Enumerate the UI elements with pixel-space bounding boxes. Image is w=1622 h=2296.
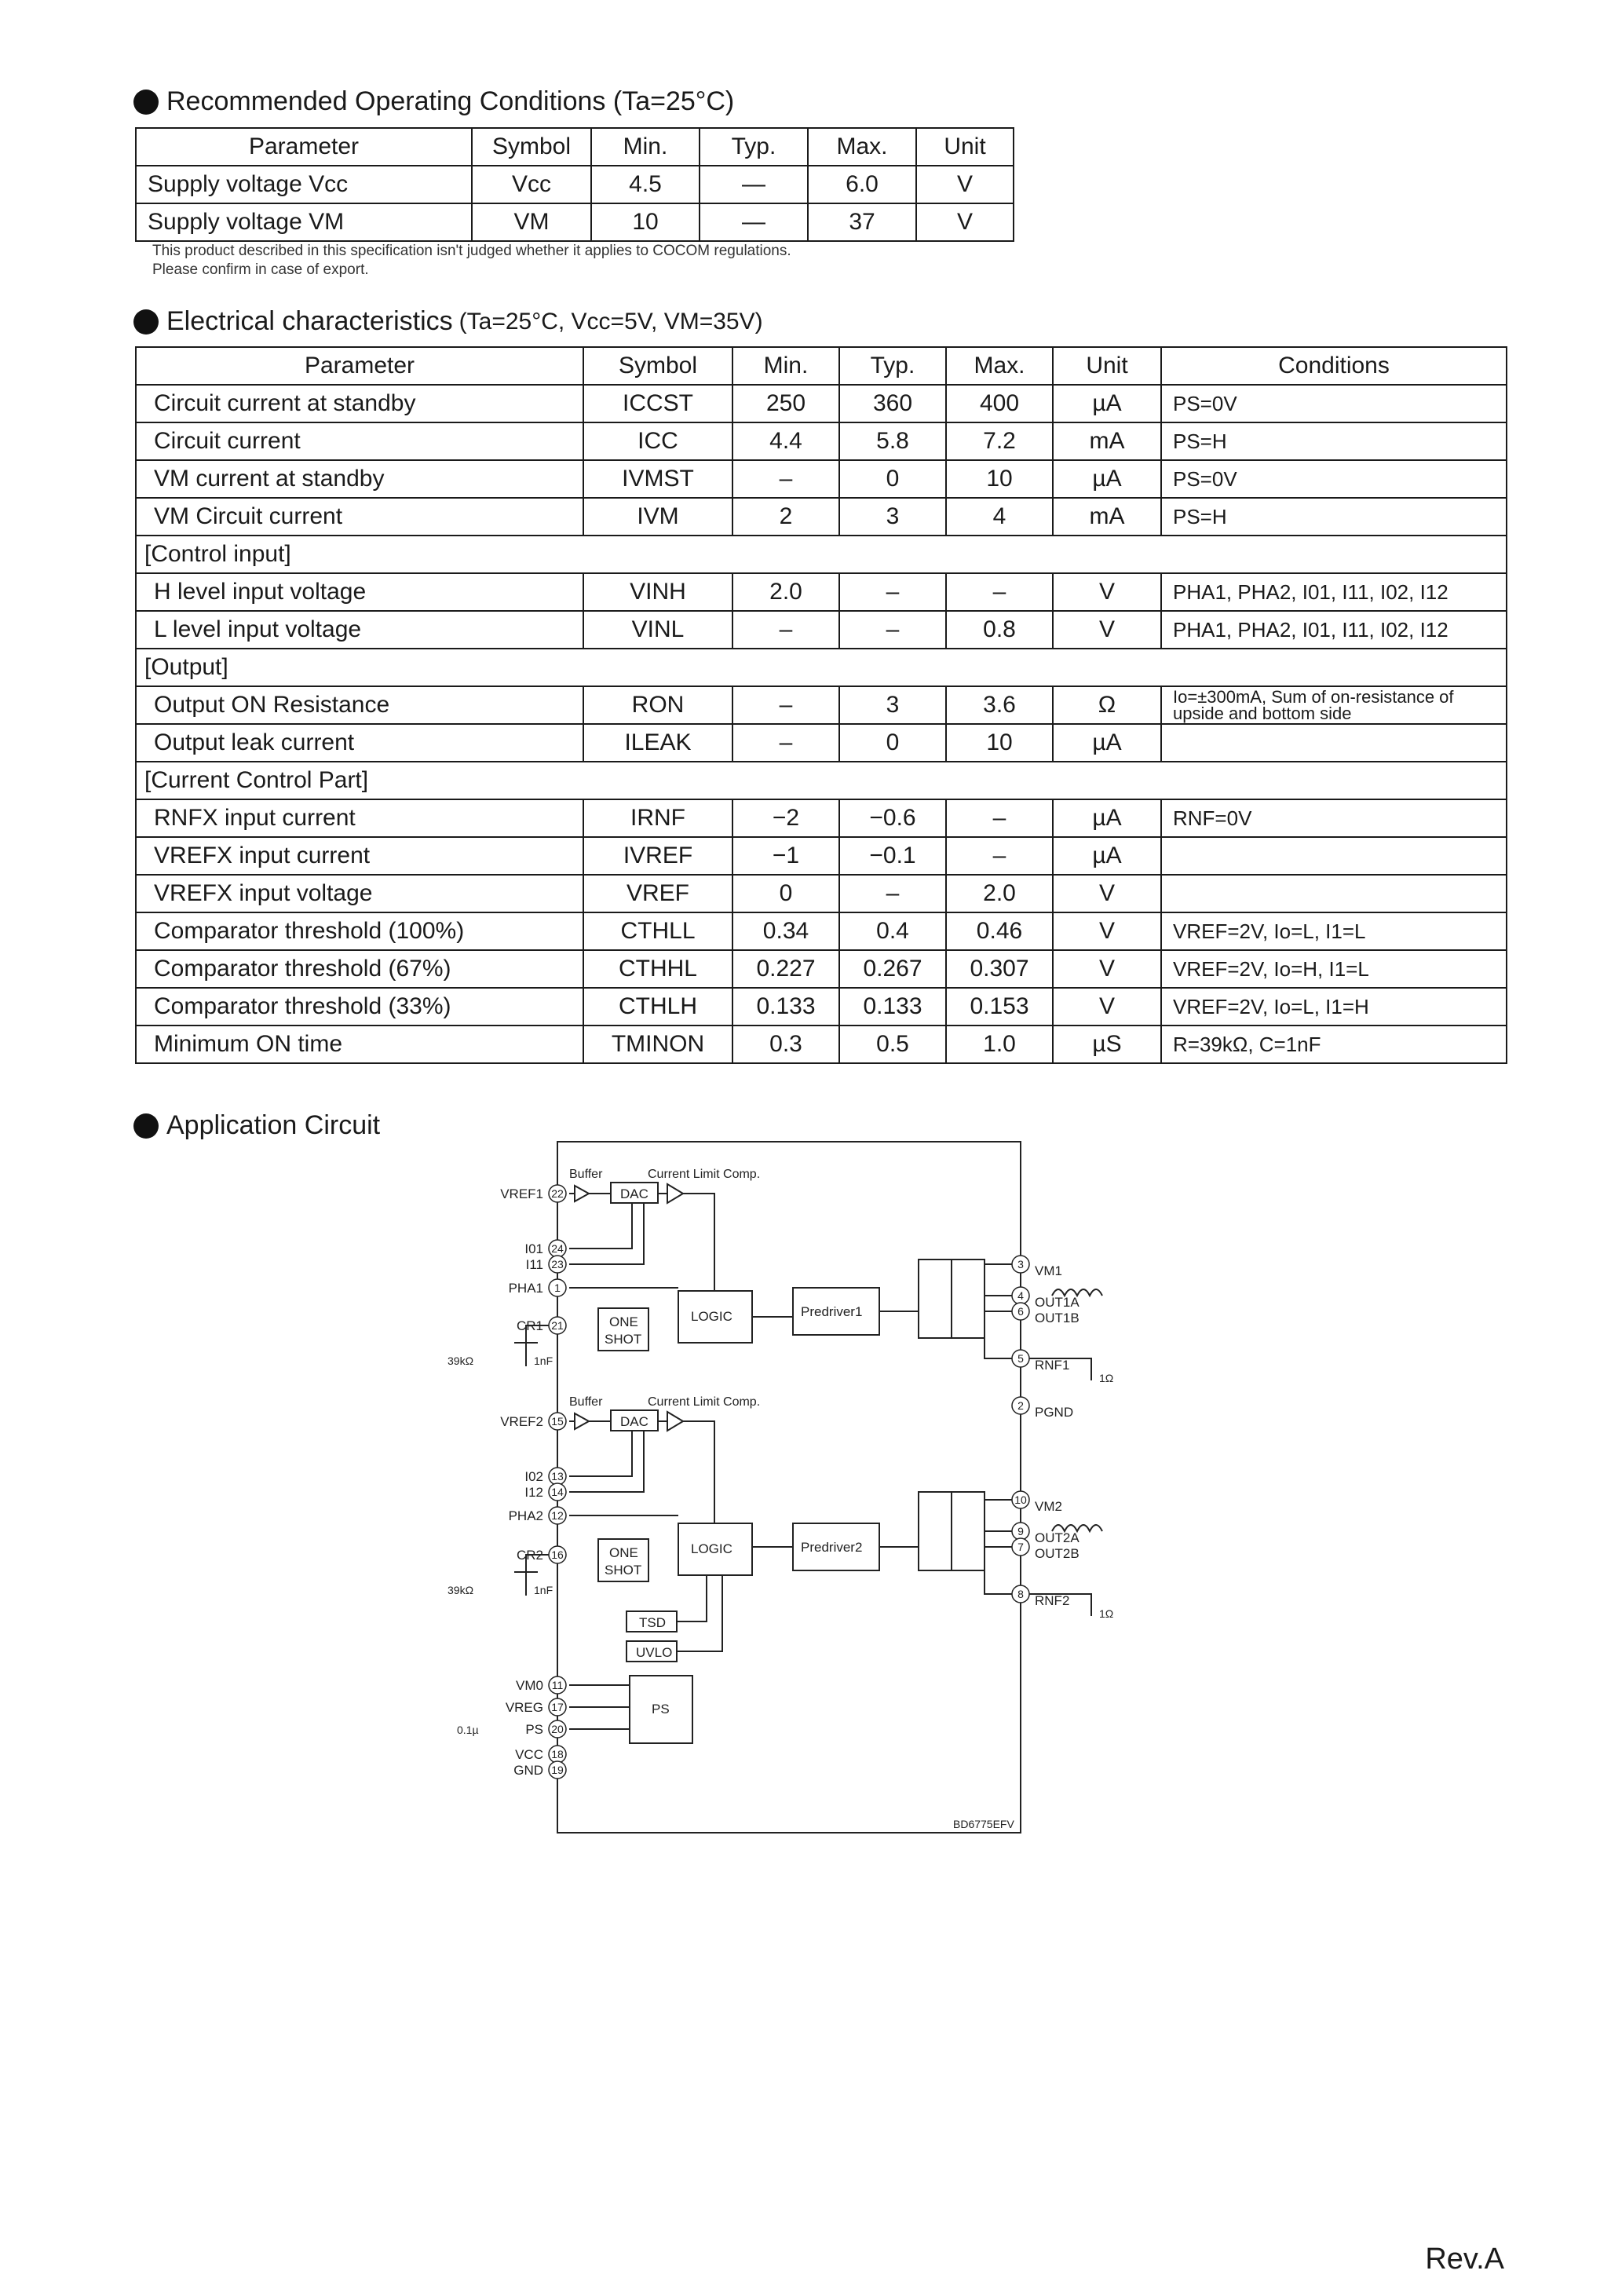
min-cell: – <box>732 724 839 762</box>
max-cell: – <box>946 573 1053 611</box>
note-line: Please confirm in case of export. <box>152 261 369 278</box>
buffer-icon <box>575 1186 589 1201</box>
pin-label: VM2 <box>1035 1499 1062 1514</box>
max-cell: 3.6 <box>946 686 1053 724</box>
max-cell: 0.8 <box>946 611 1053 649</box>
max-cell: 2.0 <box>946 875 1053 912</box>
shot-label: SHOT <box>605 1332 642 1347</box>
min-cell: 4.4 <box>732 422 839 460</box>
typ-cell: 360 <box>839 385 946 422</box>
min-cell: 0 <box>732 875 839 912</box>
pin-number: 14 <box>551 1486 564 1498</box>
table-row <box>136 950 1507 988</box>
header-cell: Typ. <box>839 347 946 385</box>
symbol-cell: RON <box>583 686 732 724</box>
pin-label: RNF1 <box>1035 1358 1070 1373</box>
pin-label: I02 <box>524 1469 543 1484</box>
table-row <box>136 875 1507 912</box>
header-cell: Min. <box>591 128 700 166</box>
pin-label: VM0 <box>516 1678 543 1693</box>
symbol-cell: ICCST <box>583 385 732 422</box>
max-cell: 10 <box>946 724 1053 762</box>
predriver1-label: Predriver1 <box>801 1304 863 1319</box>
unit-cell: mA <box>1053 422 1161 460</box>
part-number: BD6775EFV <box>953 1818 1014 1830</box>
cond-cell: R=39kΩ, C=1nF <box>1161 1026 1507 1063</box>
ps-block-label: PS <box>652 1702 670 1717</box>
table-row <box>136 385 1507 422</box>
table-row <box>136 460 1507 498</box>
cond-cell: RNF=0V <box>1161 799 1507 837</box>
pin-label: PHA1 <box>508 1281 543 1296</box>
r-sense-label: 1Ω <box>1099 1372 1114 1384</box>
cond-cell: PS=H <box>1161 422 1507 460</box>
export-note <box>152 242 791 280</box>
typ-cell: 0.133 <box>839 988 946 1026</box>
header-cell: Conditions <box>1161 347 1507 385</box>
predriver2-label: Predriver2 <box>801 1540 863 1555</box>
table-row <box>136 686 1507 724</box>
pin-label: OUT1B <box>1035 1311 1080 1325</box>
symbol-cell: IVREF <box>583 837 732 875</box>
logic-label: LOGIC <box>691 1309 732 1324</box>
unit-cell: µA <box>1053 799 1161 837</box>
comparator-icon <box>667 1184 683 1203</box>
min-cell: – <box>732 686 839 724</box>
shot-label: SHOT <box>605 1563 642 1578</box>
cond-cell: PS=0V <box>1161 460 1507 498</box>
min-cell: 10 <box>591 203 700 241</box>
pin-label: PHA2 <box>508 1508 543 1523</box>
table-row <box>136 837 1507 875</box>
symbol-cell: VINH <box>583 573 732 611</box>
unit-cell: µA <box>1053 460 1161 498</box>
table-row <box>136 611 1507 649</box>
cond-cell: PHA1, PHA2, I01, I11, I02, I12 <box>1161 611 1507 649</box>
typ-cell: – <box>839 611 946 649</box>
parameter-cell: H level input voltage <box>136 573 583 611</box>
header-cell: Symbol <box>472 128 591 166</box>
table-row <box>136 498 1507 536</box>
parameter-cell: VM current at standby <box>136 460 583 498</box>
pin-number: 19 <box>551 1764 564 1776</box>
bullet-icon <box>133 309 159 335</box>
parameter-cell: RNFX input current <box>136 799 583 837</box>
comp-label: Current Limit Comp. <box>648 1395 761 1409</box>
cond-cell: VREF=2V, Io=H, I1=L <box>1161 950 1507 988</box>
table-header-row <box>136 347 1507 385</box>
min-cell: – <box>732 611 839 649</box>
min-cell: 4.5 <box>591 166 700 203</box>
c-label: 1nF <box>534 1584 553 1596</box>
cond-cell: PS=0V <box>1161 385 1507 422</box>
unit-cell: Ω <box>1053 686 1161 724</box>
header-cell: Max. <box>946 347 1053 385</box>
electrical-characteristics-table <box>135 346 1507 1064</box>
pin-number: 24 <box>551 1242 564 1255</box>
pin-number: 17 <box>551 1701 564 1713</box>
cond-cell: PHA1, PHA2, I01, I11, I02, I12 <box>1161 573 1507 611</box>
pin-number: 16 <box>551 1548 564 1561</box>
min-cell: – <box>732 460 839 498</box>
min-cell: −2 <box>732 799 839 837</box>
typ-cell: −0.6 <box>839 799 946 837</box>
unit-cell: V <box>1053 950 1161 988</box>
comp-label: Current Limit Comp. <box>648 1168 761 1181</box>
pin-number: 7 <box>1017 1541 1024 1553</box>
header-cell: Parameter <box>136 128 472 166</box>
pin-label: RNF2 <box>1035 1593 1070 1608</box>
symbol-cell: Vcc <box>472 166 591 203</box>
section-row <box>136 762 1507 799</box>
revision-label: Rev.A <box>1425 2243 1504 2276</box>
application-title: Application Circuit <box>133 1110 380 1141</box>
pin-number: 4 <box>1017 1289 1024 1302</box>
pin-number: 10 <box>1014 1493 1027 1506</box>
unit-cell: µA <box>1053 724 1161 762</box>
logic-label: LOGIC <box>691 1541 732 1556</box>
symbol-cell: ILEAK <box>583 724 732 762</box>
r-label: 39kΩ <box>448 1584 474 1596</box>
cond-cell <box>1161 837 1507 875</box>
typ-cell: – <box>839 875 946 912</box>
application-circuit-diagram <box>408 1131 1131 1853</box>
symbol-cell: IVM <box>583 498 732 536</box>
pin-number: 22 <box>551 1187 564 1200</box>
one-label: ONE <box>609 1545 638 1560</box>
table-header-row <box>136 128 1014 166</box>
table-row <box>136 166 1014 203</box>
parameter-cell: Supply voltage Vcc <box>136 166 472 203</box>
pin-number: 6 <box>1017 1305 1024 1318</box>
parameter-cell: VREFX input current <box>136 837 583 875</box>
recommended-conditions-table <box>135 127 1014 242</box>
comparator-icon <box>667 1412 683 1431</box>
symbol-cell: TMINON <box>583 1026 732 1063</box>
parameter-cell: Circuit current <box>136 422 583 460</box>
table-row <box>136 988 1507 1026</box>
header-cell: Min. <box>732 347 839 385</box>
table-row <box>136 203 1014 241</box>
pin-label: OUT2B <box>1035 1546 1080 1561</box>
parameter-cell: Output leak current <box>136 724 583 762</box>
note-line: This product described in this specification isn't judged whether it applies to COCOM regulations. <box>152 243 791 259</box>
symbol-cell: IRNF <box>583 799 732 837</box>
pin-number: 21 <box>551 1319 564 1332</box>
parameter-cell: Comparator threshold (33%) <box>136 988 583 1026</box>
unit-cell: µA <box>1053 385 1161 422</box>
parameter-cell: VM Circuit current <box>136 498 583 536</box>
header-cell: Max. <box>808 128 916 166</box>
section-row <box>136 649 1507 686</box>
max-cell: 0.153 <box>946 988 1053 1026</box>
section-label: [Control input] <box>136 536 1507 573</box>
symbol-cell: VINL <box>583 611 732 649</box>
pin-label: GND <box>513 1763 543 1778</box>
max-cell: 0.307 <box>946 950 1053 988</box>
parameter-cell: L level input voltage <box>136 611 583 649</box>
sense-resistor-wire <box>1021 1358 1091 1616</box>
unit-cell: V <box>1053 912 1161 950</box>
dac-label: DAC <box>620 1186 648 1201</box>
typ-cell: −0.1 <box>839 837 946 875</box>
min-cell: 2.0 <box>732 573 839 611</box>
parameter-cell: Comparator threshold (67%) <box>136 950 583 988</box>
typ-cell: 5.8 <box>839 422 946 460</box>
section-row <box>136 536 1507 573</box>
header-cell: Symbol <box>583 347 732 385</box>
bullet-icon <box>133 90 159 115</box>
pin-label: VREF1 <box>500 1186 543 1201</box>
unit-cell: V <box>916 166 1014 203</box>
symbol-cell: IVMST <box>583 460 732 498</box>
buffer-icon <box>575 1413 589 1429</box>
parameter-cell: Minimum ON time <box>136 1026 583 1063</box>
max-cell: 400 <box>946 385 1053 422</box>
symbol-cell: VREF <box>583 875 732 912</box>
min-cell: 0.3 <box>732 1026 839 1063</box>
section-label: [Current Control Part] <box>136 762 1507 799</box>
symbol-cell: CTHLL <box>583 912 732 950</box>
pin-number: 13 <box>551 1470 564 1483</box>
parameter-cell: Supply voltage VM <box>136 203 472 241</box>
pin-label: I11 <box>525 1257 543 1272</box>
dac-label: DAC <box>620 1414 648 1429</box>
buffer-label: Buffer <box>569 1168 603 1181</box>
max-cell: 37 <box>808 203 916 241</box>
table-row <box>136 422 1507 460</box>
symbol-cell: CTHHL <box>583 950 732 988</box>
buffer-label: Buffer <box>569 1395 603 1409</box>
max-cell: 1.0 <box>946 1026 1053 1063</box>
pin-label: VREF2 <box>500 1414 543 1429</box>
header-cell: Parameter <box>136 347 583 385</box>
pin-number: 11 <box>551 1679 564 1691</box>
typ-cell: 0 <box>839 724 946 762</box>
table-row <box>136 724 1507 762</box>
header-cell: Typ. <box>700 128 808 166</box>
max-cell: – <box>946 837 1053 875</box>
wire <box>569 1421 714 1523</box>
unit-cell: mA <box>1053 498 1161 536</box>
parameter-cell: Circuit current at standby <box>136 385 583 422</box>
max-cell: 7.2 <box>946 422 1053 460</box>
uvlo-label: UVLO <box>636 1645 673 1660</box>
min-cell: 250 <box>732 385 839 422</box>
min-cell: 2 <box>732 498 839 536</box>
cond-cell: VREF=2V, Io=L, I1=H <box>1161 988 1507 1026</box>
pin-number: 15 <box>551 1415 564 1428</box>
pin-number: 3 <box>1017 1258 1024 1270</box>
pin-number: 9 <box>1017 1525 1024 1537</box>
cond-cell <box>1161 724 1507 762</box>
parameter-cell: Comparator threshold (100%) <box>136 912 583 950</box>
cond-cell: PS=H <box>1161 498 1507 536</box>
typ-cell: 0.4 <box>839 912 946 950</box>
r-label: 39kΩ <box>448 1355 474 1367</box>
tsd-label: TSD <box>639 1615 666 1630</box>
unit-cell: µS <box>1053 1026 1161 1063</box>
pin-label: CR1 <box>516 1318 543 1333</box>
pin-number: 1 <box>554 1281 561 1294</box>
min-cell: 0.34 <box>732 912 839 950</box>
table-row <box>136 1026 1507 1063</box>
pin-number: 8 <box>1017 1588 1024 1600</box>
table-row <box>136 912 1507 950</box>
pin-number: 20 <box>551 1723 564 1735</box>
unit-cell: V <box>1053 875 1161 912</box>
electrical-title: Electrical characteristics (Ta=25°C, Vcc=5V, VM=35V) <box>133 306 763 337</box>
typ-cell: — <box>700 203 808 241</box>
c-label: 1nF <box>534 1355 553 1367</box>
left-pin-group <box>500 1185 566 1779</box>
cond-cell: VREF=2V, Io=L, I1=L <box>1161 912 1507 950</box>
max-cell: 6.0 <box>808 166 916 203</box>
pin-label: OUT2A <box>1035 1530 1080 1545</box>
pin-label: I12 <box>524 1485 543 1500</box>
max-cell: 10 <box>946 460 1053 498</box>
unit-cell: V <box>1053 611 1161 649</box>
typ-cell: 3 <box>839 498 946 536</box>
min-cell: −1 <box>732 837 839 875</box>
symbol-cell: ICC <box>583 422 732 460</box>
header-cell: Unit <box>916 128 1014 166</box>
wire <box>569 1203 678 1288</box>
symbol-cell: CTHLH <box>583 988 732 1026</box>
recommended-title: Recommended Operating Conditions (Ta=25°C) <box>133 86 734 117</box>
cond-cell <box>1161 875 1507 912</box>
parameter-cell: Output ON Resistance <box>136 686 583 724</box>
typ-cell: 0.5 <box>839 1026 946 1063</box>
unit-cell: V <box>1053 573 1161 611</box>
pin-number: 12 <box>551 1509 564 1522</box>
typ-cell: 0 <box>839 460 946 498</box>
min-cell: 0.133 <box>732 988 839 1026</box>
typ-cell: 3 <box>839 686 946 724</box>
symbol-cell: VM <box>472 203 591 241</box>
right-pin-group <box>1012 1256 1080 1608</box>
wire <box>569 1194 714 1291</box>
typ-cell: 0.267 <box>839 950 946 988</box>
max-cell: – <box>946 799 1053 837</box>
wire <box>752 1500 1021 1594</box>
bullet-icon <box>133 1113 159 1139</box>
pin-label: VM1 <box>1035 1263 1062 1278</box>
parameter-cell: VREFX input voltage <box>136 875 583 912</box>
header-cell: Unit <box>1053 347 1161 385</box>
unit-cell: µA <box>1053 837 1161 875</box>
typ-cell: – <box>839 573 946 611</box>
r-sense-label: 1Ω <box>1099 1607 1114 1620</box>
unit-cell: V <box>1053 988 1161 1026</box>
pin-number: 5 <box>1017 1352 1024 1365</box>
wire <box>569 1431 678 1515</box>
pin-number: 18 <box>551 1748 564 1760</box>
cond-cell: Io=±300mA, Sum of on-resistance of upside and bottom side <box>1161 686 1507 724</box>
pin-number: 2 <box>1017 1399 1024 1412</box>
table-row <box>136 799 1507 837</box>
max-cell: 0.46 <box>946 912 1053 950</box>
cap-label: 0.1µ <box>457 1724 479 1736</box>
pin-label: VREG <box>505 1700 543 1715</box>
max-cell: 4 <box>946 498 1053 536</box>
pin-label: I01 <box>524 1241 543 1256</box>
one-label: ONE <box>609 1314 638 1329</box>
typ-cell: — <box>700 166 808 203</box>
pin-label: OUT1A <box>1035 1295 1080 1310</box>
section-label: [Output] <box>136 649 1507 686</box>
pin-label: VCC <box>515 1747 543 1762</box>
pin-label: PGND <box>1035 1405 1074 1420</box>
pin-label: PS <box>525 1722 543 1737</box>
pin-label: CR2 <box>516 1548 543 1563</box>
pin-number: 23 <box>551 1258 564 1270</box>
electrical-conditions: (Ta=25°C, Vcc=5V, VM=35V) <box>458 308 763 335</box>
min-cell: 0.227 <box>732 950 839 988</box>
table-row <box>136 573 1507 611</box>
unit-cell: V <box>916 203 1014 241</box>
